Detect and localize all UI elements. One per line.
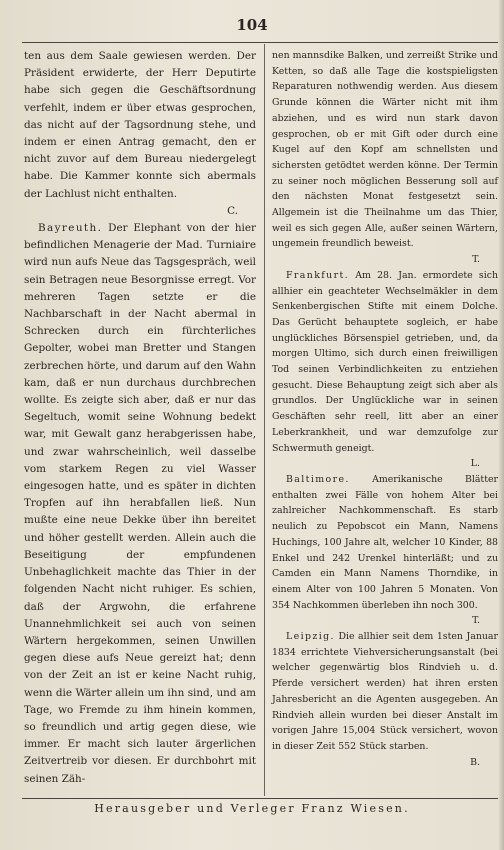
article-continuation bbox=[272, 48, 498, 268]
article-body: Am 28. Jan. ermordete sich allhier ein geachteter Wechselmäkler in dem Senkenbergischen Stifte mit einem Dolche. Das Gerücht behauptete sogleich, er habe unglückliches Börsenspiel getrieben, und, da morgen Ultimo, sich durch einen freiwilligen Tod seinen Verbindlichkeiten zu entziehen gesucht. Diese Behauptung zeigt sich aber als grundlos. Der Unglückliche war in seinen Geschäften sehr reell, litt aber an einer Leberkrankheit, und war demzufolge zur Schwermuth geneigt. bbox=[272, 269, 498, 454]
article-signature: C. bbox=[227, 204, 238, 217]
left-column bbox=[24, 48, 256, 788]
article-signature: B. bbox=[470, 756, 480, 768]
column-divider bbox=[264, 44, 265, 796]
header-rule bbox=[22, 42, 498, 43]
publisher-imprint: Herausgeber und Verleger Franz Wiesen. bbox=[94, 802, 410, 815]
article-dateline: Baltimore. bbox=[286, 473, 350, 485]
article-leipzig bbox=[272, 629, 498, 770]
footer-rule bbox=[22, 798, 498, 799]
article-body: ten aus dem Saale gewiesen werden. Der Präsident erwiderte, der Herr Deputirte habe sich gegen die Geschäftsordnung verfehlt, indem er über etwas gesprochen, das nicht auf der Tagsordnung stehe, und indem er einen Antrag gemacht, den er nicht zuvor auf dem Bureau niedergelegt habe. Die Kammer konnte sich abermals der Lachlust nicht enthalten. bbox=[24, 50, 256, 200]
article-body: Der Elephant von der hier befindlichen Menagerie der Mad. Turniaire wird nun aufs Neue das Tagsgespräch, weil sein Betragen neue Besorgnisse erregt. Vor mehreren Tagen setzte er die Nachbarschaft in der Nacht abermal in Schrecken durch ein fürchterliches Gepolter, wobei man Bretter und Stangen zerbrechen hörte, und darum auf den Wahn kam, daß er nun durchaus durchbrechen wollte. Es zeigte sich aber, daß er nur das Segeltuch, womit seine Wohnung bedekt war, mit Gewalt ganz herabgerissen habe, und zwar wahrscheinlich, weil dasselbe vom starkem Regen zu viel Wasser eingesogen hatte, und es später in dichten Tropfen auf ihn herabfallen ließ. Nun mußte eine neue Dekke über ihn bereitet und höher gestellt werden. Allein auch die Beseitigung der empfundenen Unbehaglichkeit machte das Thier in der folgenden Nacht nicht ruhiger. Es schien, daß der Argwohn, die erfahrene Unannehmlichkeit sei auch von seinen Wärtern hergekommen, seinen Unwillen gegen diese aufs Neue gereizt hat; denn von der Zeit an ist er keine Nacht ruhig, wenn die Wärter allein um ihn sind, und am Tage, wo Fremde zu ihm hinein kommen, so freundlich und artig gegen diese, wie immer. Er macht sich lauter ärgerlichen Zeitvertreib vor diesen. Er durchbohrt mit seinen Zäh- bbox=[24, 222, 256, 785]
article-signature: T. bbox=[472, 254, 480, 266]
article-body: Die allhier seit dem 1sten Januar 1834 errichtete Viehversicherungsanstalt (bei welcher gegenwärtig blos Rindvieh u. d. Pferde versichert werden) hat ihren ersten Jahresbericht an die Agenten ausgegeben. An Rindvieh allein wurden bei dieser Anstalt im vorigen Jahre 15,004 Stück versichert, wovon in dieser Zeit 552 Stück starben. bbox=[272, 631, 498, 752]
article-bayreuth bbox=[24, 220, 256, 788]
article-baltimore bbox=[272, 472, 498, 629]
article-body: Amerikanische Blätter enthalten zwei Fälle von hohem Alter bei zahlreicher Nachkommenschaft. Es starb neulich zu Pepobscot ein Mann, Namens Huchings, 100 Jahre alt, welcher 10 Kinder, 88 Enkel und 242 Urenkel hinterläßt; und zu Camden ein Mann Namens Thorndike, in einem Alter von 100 Jahren 5 Monaten. Von 354 Nachkommen überleben ihn noch 300. bbox=[272, 473, 498, 611]
article-dateline: Bayreuth. bbox=[38, 222, 103, 235]
article-body: nen mannsdike Balken, und zerreißt Strike und Ketten, so daß alle Tage die kostspieligsten Reparaturen nothwendig werden. Aus diesem Grunde können die Wärter nicht mit ihm abziehen, und es wird nun stark davon gesprochen, ob er mit Gift oder durch eine Kugel auf den Kopf am schnellsten und sichersten getödtet werden könne. Der Termin zu seiner noch möglichen Besserung soll auf den nächsten Monat festgesetzt sein. Allgemein ist die Theilnahme um das Thier, weil es sich gegen Alle, außer seinen Wärtern, ungemein freundlich beweist. bbox=[272, 50, 498, 250]
page-edge-shadow bbox=[498, 0, 504, 850]
article-signature: T. bbox=[472, 615, 480, 627]
article-continuation bbox=[24, 48, 256, 220]
article-signature: L. bbox=[470, 458, 480, 470]
right-column bbox=[272, 48, 498, 770]
article-frankfurt bbox=[272, 268, 498, 472]
article-dateline: Frankfurt. bbox=[286, 269, 350, 281]
page-number: 104 bbox=[236, 16, 268, 34]
article-dateline: Leipzig. bbox=[286, 631, 335, 643]
